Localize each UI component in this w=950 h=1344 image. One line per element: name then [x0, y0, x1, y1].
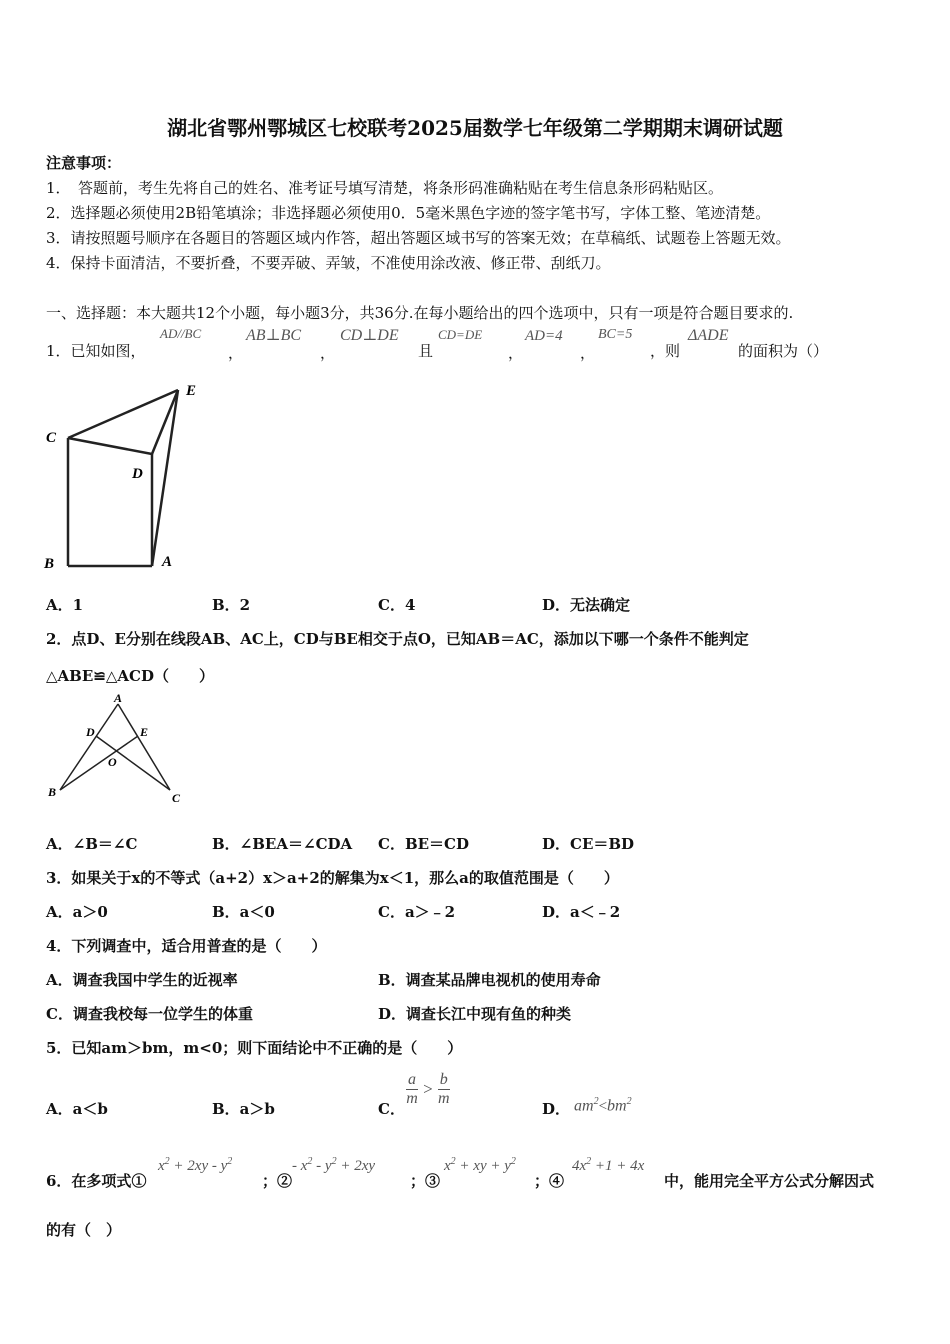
q2-option-c[interactable]: C．BE＝CD: [378, 835, 469, 853]
q1-math-ad-parallel-bc: AD//BC: [160, 326, 202, 341]
numerator: b: [439, 1071, 448, 1088]
q6-suffix: 中，能用完全平方公式分解因式: [664, 1172, 875, 1190]
q1-and: 且: [418, 342, 434, 360]
page-title: 湖北省鄂州鄂城区七校联考2025届数学七年级第二学期期末调研试题: [167, 116, 783, 140]
q5-option-c[interactable]: C．: [378, 1100, 405, 1118]
q5-option-d-expression: $am^2<bm^2$: [574, 1096, 632, 1115]
notice-heading: 注意事项：: [46, 154, 122, 172]
notice-item: 2．选择题必须使用2B铅笔填涂；非选择题必须使用0．5毫米黑色字迹的签字笔书写，字体工整、笔迹清楚。: [46, 204, 771, 222]
q2-label-a: A: [114, 692, 123, 705]
notice-item: 4．保持卡面清洁，不要折叠，不要弄破、弄皱，不准使用涂改液、修正带、刮纸刀。: [46, 254, 611, 272]
q1-suffix: 的面积为（）: [738, 342, 829, 360]
q1-then: ，则: [650, 342, 681, 360]
q6-sep-4: ；④: [534, 1172, 565, 1190]
q3-option-b[interactable]: B．a＜0: [212, 903, 275, 921]
q1-figure: [40, 376, 210, 576]
q6-expr-4: $4x^2 +1 + 4x$: [572, 1156, 645, 1174]
q2-option-b[interactable]: B．∠BEA＝∠CDA: [212, 835, 353, 853]
q1-math-triangle-ade: ΔADE: [688, 327, 729, 344]
q1-math-bc-eq-5: BC=5: [598, 327, 633, 342]
q6-expr-3: $x^2$ + xy + $y^2$: [444, 1156, 516, 1174]
q2-figure: [40, 692, 190, 807]
q1-option-a[interactable]: A．1: [46, 596, 84, 614]
q5-option-d[interactable]: D．: [542, 1100, 571, 1118]
q4-option-b[interactable]: B．调查某品牌电视机的使用寿命: [378, 971, 601, 989]
notice-item: 1． 答题前，考生先将自己的姓名、准考证号填写清楚，将条形码准确粘贴在考生信息条形码粘贴区。: [46, 179, 724, 197]
q1-math-ab-perp-bc: AB⊥BC: [246, 327, 302, 344]
q5-option-b[interactable]: B．a＞b: [212, 1100, 275, 1118]
q1-label-d: D: [132, 466, 143, 482]
q1-sep: ，: [580, 344, 596, 362]
q1-option-b[interactable]: B．2: [212, 596, 251, 614]
q3-option-d[interactable]: D．a＜﹣2: [542, 903, 621, 921]
numerator: a: [408, 1071, 416, 1088]
q6-prefix: 6．在多项式①: [46, 1172, 147, 1190]
q5-option-a[interactable]: A．a＜b: [46, 1100, 108, 1118]
notice-item: 3．请按照题号顺序在各题目的答题区域内作答，超出答题区域书写的答案无效；在草稿纸、试题卷上答题无效。: [46, 229, 791, 247]
denominator: m: [438, 1090, 450, 1107]
q1-sep: ，: [320, 344, 336, 362]
q6-expr-1: $x^2 + 2xy - y^2$: [158, 1156, 233, 1174]
fraction-a-over-m: [406, 1071, 418, 1108]
q1-label-b: B: [44, 556, 55, 572]
q1-label-c: C: [46, 430, 57, 446]
q1-sep: ，: [228, 344, 244, 362]
q4-option-a[interactable]: A．调查我国中学生的近视率: [46, 971, 238, 989]
q2-stem-line1: 2．点D、E分别在线段AB、AC上，CD与BE相交于点O，已知AB＝AC，添加以下哪一个条件不能判定: [46, 630, 749, 648]
q1-label-a: A: [162, 554, 173, 570]
q3-option-c[interactable]: C．a＞﹣2: [378, 903, 456, 921]
q1-label-e: E: [186, 383, 197, 399]
q2-stem-line2: △ABE≌△ACD（ ）: [46, 667, 214, 685]
q4-option-c[interactable]: C．调查我校每一位学生的体重: [46, 1005, 253, 1023]
q2-label-d: D: [86, 725, 95, 739]
fraction-b-over-m: [438, 1071, 450, 1108]
q1-prefix: 1．已知如图，: [46, 342, 146, 360]
denominator: m: [406, 1090, 418, 1107]
q1-option-c[interactable]: C．4: [378, 596, 416, 614]
q6-sep-2: ；②: [262, 1172, 293, 1190]
q2-label-b: B: [48, 785, 57, 799]
q3-stem: 3．如果关于x的不等式（a+2）x＞a+2的解集为x＜1，那么a的取值范围是（ ）: [46, 869, 619, 887]
q2-option-d[interactable]: D．CE＝BD: [542, 835, 635, 853]
q2-option-a[interactable]: A．∠B＝∠C: [46, 835, 138, 853]
q6-sep-3: ；③: [410, 1172, 441, 1190]
q2-label-c: C: [172, 791, 181, 805]
q1-math-cd-perp-de: CD⊥DE: [340, 327, 399, 344]
q1-sep: ，: [508, 344, 524, 362]
q6-stem-line2: 的有（ ）: [46, 1221, 122, 1239]
q4-stem: 4．下列调查中，适合用普查的是（ ）: [46, 937, 327, 955]
q1-math-ad-eq-4: AD=4: [525, 328, 563, 344]
q5-option-c-expression: [406, 1071, 450, 1108]
q3-option-a[interactable]: A．a＞0: [46, 903, 108, 921]
q1-math-cd-eq-de: CD=DE: [438, 327, 483, 342]
q5-stem: 5．已知am＞bm，m<0；则下面结论中不正确的是（ ）: [46, 1039, 463, 1057]
q4-option-d[interactable]: D．调查长江中现有鱼的种类: [378, 1005, 572, 1023]
q2-label-e: E: [140, 725, 149, 739]
q2-label-o: O: [108, 755, 117, 769]
section-heading: 一、选择题：本大题共12个小题，每小题3分，共36分.在每小题给出的四个选项中，只有一项是符合题目要求的.: [46, 304, 794, 322]
q6-expr-2: - $x^2 - y^2 + 2xy$: [292, 1156, 376, 1174]
greater-than-sign: >: [423, 1079, 433, 1099]
q1-option-d[interactable]: D．无法确定: [542, 596, 631, 614]
